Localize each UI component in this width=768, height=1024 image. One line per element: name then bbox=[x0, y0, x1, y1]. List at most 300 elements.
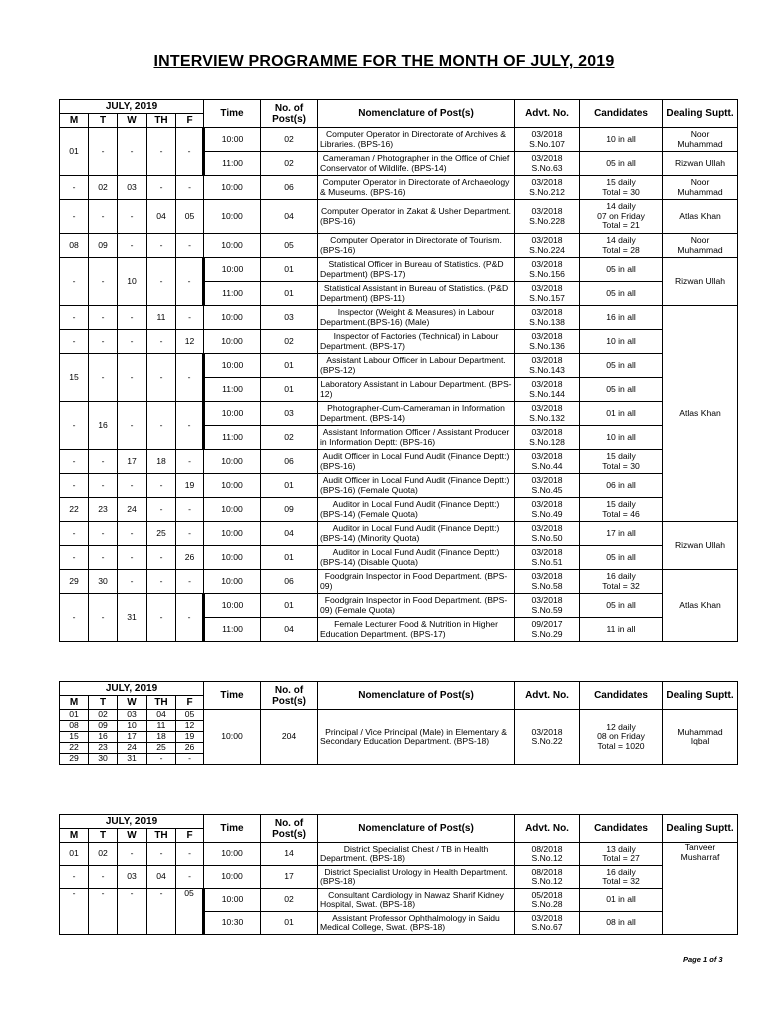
advt-line: 03/2018 bbox=[531, 331, 563, 341]
posts-header: No. of Post(s) bbox=[261, 682, 318, 710]
posts-cell: 02 bbox=[261, 128, 318, 152]
advt-line: 03/2018 bbox=[531, 259, 563, 269]
advt-line: S.No.59 bbox=[531, 604, 563, 615]
nomenclature-cell: Auditor in Local Fund Audit (Finance Deptt:) (BPS-14) (Female Quota) bbox=[318, 498, 515, 522]
candidates-line: 16 daily bbox=[606, 571, 636, 581]
posts-header: No. of Post(s) bbox=[261, 100, 318, 128]
day-cell: - bbox=[147, 843, 176, 866]
day-cell: - bbox=[147, 402, 176, 450]
advt-cell bbox=[515, 498, 580, 522]
candidates-line: 14 daily bbox=[606, 235, 636, 245]
nomenclature-cell: Audit Officer in Local Fund Audit (Finance Deptt:) (BPS-16) (Female Quota) bbox=[318, 474, 515, 498]
advt-line: 03/2018 bbox=[531, 129, 563, 139]
day-cell: - bbox=[118, 200, 147, 234]
day-cell: - bbox=[147, 330, 176, 354]
day-cell: - bbox=[60, 306, 89, 330]
nomenclature-cell: Auditor in Local Fund Audit (Finance Deptt:) (BPS-14) (Disable Quota) bbox=[318, 546, 515, 570]
day-cell: - bbox=[176, 570, 204, 594]
advt-cell bbox=[515, 570, 580, 594]
posts-cell: 14 bbox=[261, 843, 318, 866]
nomenclature-cell: District Specialist Chest / TB in Health Department. (BPS-18) bbox=[318, 843, 515, 866]
dealing-line: Muhammad bbox=[677, 186, 723, 197]
time-cell: 10:00 bbox=[204, 843, 261, 866]
advt-cell bbox=[515, 843, 580, 866]
advt-line: S.No.44 bbox=[531, 460, 563, 471]
dealing-header: Dealing Suptt. bbox=[663, 815, 738, 843]
day-cell: 12 bbox=[176, 330, 204, 354]
day-cell: 17 bbox=[118, 450, 147, 474]
day-cell: 25 bbox=[147, 743, 176, 754]
dealing-line: Atlas Khan bbox=[679, 407, 721, 418]
dealing-cell bbox=[663, 710, 738, 765]
day-cell: 29 bbox=[60, 754, 89, 765]
time-cell: 10:00 bbox=[204, 594, 261, 618]
posts-cell: 01 bbox=[261, 474, 318, 498]
month-header: JULY, 2019 bbox=[60, 815, 204, 829]
advt-line: 03/2018 bbox=[531, 912, 563, 923]
nomenclature-cell: Audit Officer in Local Fund Audit (Finance Deptt:) (BPS-16) bbox=[318, 450, 515, 474]
time-cell: 11:00 bbox=[204, 618, 261, 642]
day-cell: - bbox=[118, 234, 147, 258]
nomenclature-cell: Assistant Professor Ophthalmology in Saidu Medical College, Swat. (BPS-18) bbox=[318, 912, 515, 935]
day-cell: 26 bbox=[176, 743, 204, 754]
time-cell: 10:00 bbox=[204, 866, 261, 889]
candidates-line: 05 in all bbox=[606, 551, 636, 562]
candidates-line: Total = 32 bbox=[602, 876, 640, 886]
day-cell: 31 bbox=[118, 754, 147, 765]
day-cell: - bbox=[176, 866, 204, 889]
day-cell: - bbox=[176, 522, 204, 546]
advt-cell bbox=[515, 450, 580, 474]
candidates-cell bbox=[580, 912, 663, 935]
day-cell: 30 bbox=[89, 570, 118, 594]
day-cell: - bbox=[176, 306, 204, 330]
day-cell: - bbox=[118, 889, 147, 935]
advt-cell bbox=[515, 426, 580, 450]
day-cell: - bbox=[176, 258, 204, 306]
posts-cell: 02 bbox=[261, 426, 318, 450]
posts-cell: 04 bbox=[261, 618, 318, 642]
candidates-line: Total = 30 bbox=[602, 186, 640, 197]
time-cell: 10:00 bbox=[204, 710, 261, 765]
candidates-line: 05 in all bbox=[606, 157, 636, 168]
candidates-line: 15 daily bbox=[606, 499, 636, 509]
candidates-cell bbox=[580, 200, 663, 234]
dealing-header: Dealing Suptt. bbox=[663, 100, 738, 128]
posts-cell: 03 bbox=[261, 402, 318, 426]
day-cell: - bbox=[60, 866, 89, 889]
advt-line: S.No.29 bbox=[531, 628, 563, 639]
posts-cell: 01 bbox=[261, 378, 318, 402]
day-cell: - bbox=[89, 258, 118, 306]
posts-cell: 02 bbox=[261, 330, 318, 354]
day-cell: 09 bbox=[89, 234, 118, 258]
dealing-line: Noor bbox=[690, 177, 710, 187]
candidates-cell bbox=[580, 594, 663, 618]
posts-cell: 17 bbox=[261, 866, 318, 889]
advt-line: S.No.128 bbox=[529, 436, 565, 447]
day-cell: - bbox=[89, 330, 118, 354]
day-cell: - bbox=[89, 866, 118, 889]
advt-line: S.No.51 bbox=[531, 556, 563, 567]
dealing-cell bbox=[663, 200, 738, 234]
advt-line: 03/2018 bbox=[531, 523, 563, 533]
nomenclature-cell: Statistical Officer in Bureau of Statistics. (P&D Department) (BPS-17) bbox=[318, 258, 515, 282]
time-cell: 10:00 bbox=[204, 546, 261, 570]
nomenclature-cell: Cameraman / Photographer in the Office of Chief Conservator of Wildlife. (BPS-14) bbox=[318, 152, 515, 176]
time-cell: 10:00 bbox=[204, 402, 261, 426]
advt-line: 03/2018 bbox=[531, 379, 563, 389]
advt-line: S.No.12 bbox=[531, 853, 563, 863]
advt-line: S.No.49 bbox=[531, 508, 563, 519]
dealing-cell bbox=[663, 570, 738, 642]
candidates-cell bbox=[580, 522, 663, 546]
day-cell: 02 bbox=[89, 843, 118, 866]
time-cell: 11:00 bbox=[204, 378, 261, 402]
day-cell: - bbox=[89, 546, 118, 570]
advt-line: S.No.63 bbox=[531, 162, 563, 173]
day-cell: - bbox=[89, 522, 118, 546]
day-cell: 23 bbox=[89, 498, 118, 522]
day-cell: - bbox=[118, 330, 147, 354]
advt-cell bbox=[515, 330, 580, 354]
day-cell: - bbox=[89, 474, 118, 498]
candidates-cell bbox=[580, 570, 663, 594]
day-cell: - bbox=[176, 450, 204, 474]
nomenclature-cell: Computer Operator in Directorate of Tourism. (BPS-16) bbox=[318, 234, 515, 258]
advt-cell bbox=[515, 152, 580, 176]
day-cell: 16 bbox=[89, 732, 118, 743]
day-cell: - bbox=[147, 128, 176, 176]
nomenclature-cell: Principal / Vice Principal (Male) in Elementary & Secondary Education Department. (BPS-18) bbox=[318, 710, 515, 765]
advt-cell bbox=[515, 282, 580, 306]
posts-cell: 02 bbox=[261, 152, 318, 176]
schedule-row bbox=[60, 474, 738, 498]
advt-line: S.No.107 bbox=[529, 138, 565, 149]
time-cell: 10:00 bbox=[204, 234, 261, 258]
advt-line: 03/2018 bbox=[531, 451, 563, 461]
day-cell: - bbox=[118, 474, 147, 498]
advt-line: S.No.224 bbox=[529, 244, 565, 255]
candidates-cell bbox=[580, 378, 663, 402]
day-cell: - bbox=[89, 128, 118, 176]
dealing-line: Muhammad bbox=[677, 138, 723, 149]
posts-cell: 05 bbox=[261, 234, 318, 258]
advt-line: 03/2018 bbox=[531, 475, 563, 485]
day-header: M bbox=[60, 829, 89, 843]
time-cell: 10:00 bbox=[204, 176, 261, 200]
candidates-line: 16 in all bbox=[606, 311, 636, 322]
time-cell: 10:00 bbox=[204, 522, 261, 546]
day-cell: 03 bbox=[118, 176, 147, 200]
candidates-cell bbox=[580, 176, 663, 200]
advt-line: 08/2018 bbox=[531, 866, 563, 877]
day-cell: - bbox=[176, 594, 204, 642]
day-header: W bbox=[118, 696, 147, 710]
day-cell: - bbox=[147, 594, 176, 642]
candidates-line: 05 in all bbox=[606, 383, 636, 394]
time-cell: 11:00 bbox=[204, 282, 261, 306]
candidates-header: Candidates bbox=[580, 815, 663, 843]
dealing-line: Tanveer bbox=[684, 842, 716, 852]
nomenclature-cell: Consultant Cardiology in Nawaz Sharif Kidney Hospital, Swat. (BPS-18) bbox=[318, 889, 515, 912]
dealing-line: Rizwan Ullah bbox=[674, 539, 726, 550]
posts-cell: 04 bbox=[261, 200, 318, 234]
day-header: TH bbox=[147, 114, 176, 128]
advt-header: Advt. No. bbox=[515, 100, 580, 128]
advt-line: S.No.12 bbox=[531, 876, 563, 886]
schedule-row bbox=[60, 843, 738, 866]
candidates-line: 08 in all bbox=[606, 917, 636, 928]
advt-cell bbox=[515, 912, 580, 935]
advt-line: 03/2018 bbox=[531, 427, 563, 437]
advt-line: 03/2018 bbox=[531, 499, 563, 509]
time-cell: 10:00 bbox=[204, 889, 261, 912]
advt-cell bbox=[515, 234, 580, 258]
day-cell: - bbox=[176, 498, 204, 522]
interview-table-2 bbox=[59, 681, 738, 765]
advt-line: 03/2018 bbox=[531, 153, 563, 163]
candidates-cell bbox=[580, 546, 663, 570]
candidates-cell bbox=[580, 258, 663, 282]
day-header: TH bbox=[147, 829, 176, 843]
candidates-cell bbox=[580, 866, 663, 889]
time-cell: 10:00 bbox=[204, 200, 261, 234]
interview-table-1 bbox=[59, 99, 738, 642]
day-cell: - bbox=[60, 450, 89, 474]
candidates-cell bbox=[580, 152, 663, 176]
day-cell: - bbox=[60, 200, 89, 234]
advt-cell bbox=[515, 306, 580, 330]
day-cell: - bbox=[89, 594, 118, 642]
advt-line: 09/2017 bbox=[531, 619, 563, 629]
posts-cell: 204 bbox=[261, 710, 318, 765]
day-cell: 01 bbox=[60, 843, 89, 866]
time-cell: 10:00 bbox=[204, 450, 261, 474]
day-header: F bbox=[176, 114, 204, 128]
day-cell: 04 bbox=[147, 200, 176, 234]
candidates-line: Total = 30 bbox=[602, 460, 640, 471]
nomenclature-cell: Assistant Information Officer / Assistant Producer in Information Deptt: (BPS-16) bbox=[318, 426, 515, 450]
candidates-cell bbox=[580, 354, 663, 378]
time-cell: 10:00 bbox=[204, 570, 261, 594]
day-cell: - bbox=[60, 402, 89, 450]
schedule-row bbox=[60, 200, 738, 234]
day-cell: 01 bbox=[60, 128, 89, 176]
day-cell: 05 bbox=[176, 200, 204, 234]
day-cell: - bbox=[118, 306, 147, 330]
day-cell: - bbox=[147, 234, 176, 258]
posts-cell: 04 bbox=[261, 522, 318, 546]
day-cell: - bbox=[147, 474, 176, 498]
nomenclature-cell: Female Lecturer Food & Nutrition in Higher Education Department. (BPS-17) bbox=[318, 618, 515, 642]
candidates-line: 08 on Friday bbox=[597, 731, 645, 742]
nomenclature-cell: Foodgrain Inspector in Food Department. (BPS-09) (Female Quota) bbox=[318, 594, 515, 618]
time-cell: 10:00 bbox=[204, 330, 261, 354]
candidates-line: Total = 28 bbox=[602, 244, 640, 255]
page-title: INTERVIEW PROGRAMME FOR THE MONTH OF JULY, 2019 bbox=[153, 53, 615, 70]
advt-line: 03/2018 bbox=[531, 307, 563, 317]
day-header: M bbox=[60, 696, 89, 710]
candidates-line: 15 daily bbox=[606, 177, 636, 187]
day-cell: 15 bbox=[60, 732, 89, 743]
posts-cell: 01 bbox=[261, 354, 318, 378]
dealing-line: Rizwan Ullah bbox=[674, 157, 726, 168]
dealing-line: Atlas Khan bbox=[679, 210, 721, 221]
advt-cell bbox=[515, 176, 580, 200]
dealing-cell bbox=[663, 258, 738, 306]
day-cell: - bbox=[147, 754, 176, 765]
day-cell: 03 bbox=[118, 866, 147, 889]
candidates-cell bbox=[580, 330, 663, 354]
schedule-row bbox=[60, 306, 738, 330]
interview-table-3 bbox=[59, 814, 738, 935]
nomenclature-cell: Laboratory Assistant in Labour Department. (BPS-12) bbox=[318, 378, 515, 402]
day-cell: 18 bbox=[147, 732, 176, 743]
day-cell: - bbox=[60, 594, 89, 642]
day-cell: - bbox=[176, 843, 204, 866]
nomenclature-cell: Computer Operator in Directorate of Archaeology & Museums. (BPS-16) bbox=[318, 176, 515, 200]
day-cell: 30 bbox=[89, 754, 118, 765]
advt-cell bbox=[515, 474, 580, 498]
candidates-line: 05 in all bbox=[606, 263, 636, 274]
day-cell: 11 bbox=[147, 721, 176, 732]
posts-header: No. of Post(s) bbox=[261, 815, 318, 843]
advt-line: S.No.28 bbox=[531, 899, 563, 909]
posts-cell: 06 bbox=[261, 450, 318, 474]
advt-line: S.No.157 bbox=[529, 292, 565, 303]
dealing-line: Iqbal bbox=[690, 736, 710, 746]
dealing-cell bbox=[663, 176, 738, 200]
advt-line: 03/2018 bbox=[531, 355, 563, 365]
advt-line: 03/2018 bbox=[531, 177, 563, 187]
nomenclature-cell: Assistant Labour Officer in Labour Department. (BPS-12) bbox=[318, 354, 515, 378]
time-cell: 10:00 bbox=[204, 258, 261, 282]
time-cell: 11:00 bbox=[204, 152, 261, 176]
candidates-cell bbox=[580, 618, 663, 642]
posts-cell: 01 bbox=[261, 594, 318, 618]
day-cell: - bbox=[147, 176, 176, 200]
nomenclature-cell: District Specialist Urology in Health Department. (BPS-18) bbox=[318, 866, 515, 889]
nomenclature-header: Nomenclature of Post(s) bbox=[318, 815, 515, 843]
nomenclature-cell: Photographer-Cum-Cameraman in Information Department. (BPS-14) bbox=[318, 402, 515, 426]
time-cell: 10:30 bbox=[204, 912, 261, 935]
day-header: F bbox=[176, 829, 204, 843]
nomenclature-header: Nomenclature of Post(s) bbox=[318, 682, 515, 710]
schedule-row bbox=[60, 570, 738, 594]
nomenclature-cell: Computer Operator in Zakat & Usher Department. (BPS-16) bbox=[318, 200, 515, 234]
day-cell: - bbox=[176, 234, 204, 258]
day-cell: - bbox=[118, 128, 147, 176]
time-header: Time bbox=[204, 815, 261, 843]
candidates-line: 13 daily bbox=[606, 843, 636, 854]
schedule-row bbox=[60, 450, 738, 474]
day-cell: 26 bbox=[176, 546, 204, 570]
advt-line: S.No.228 bbox=[529, 215, 565, 226]
candidates-cell bbox=[580, 889, 663, 912]
dealing-line: Noor bbox=[690, 129, 710, 139]
candidates-cell bbox=[580, 128, 663, 152]
day-cell: 17 bbox=[118, 732, 147, 743]
schedule-row bbox=[60, 402, 738, 426]
day-cell: - bbox=[118, 570, 147, 594]
advt-line: 03/2018 bbox=[531, 595, 563, 605]
dealing-line: Muhammad bbox=[677, 726, 723, 737]
candidates-line: 16 daily bbox=[606, 866, 636, 877]
day-header: T bbox=[89, 829, 118, 843]
schedule-row bbox=[60, 176, 738, 200]
day-cell: 18 bbox=[147, 450, 176, 474]
advt-line: S.No.136 bbox=[529, 340, 565, 351]
day-cell: - bbox=[60, 330, 89, 354]
advt-line: 03/2018 bbox=[531, 571, 563, 581]
day-cell: - bbox=[176, 176, 204, 200]
schedule-row bbox=[60, 546, 738, 570]
time-header: Time bbox=[204, 100, 261, 128]
day-cell: 22 bbox=[60, 743, 89, 754]
day-cell: - bbox=[147, 889, 176, 935]
day-cell: - bbox=[89, 889, 118, 935]
advt-header: Advt. No. bbox=[515, 682, 580, 710]
day-cell: - bbox=[60, 522, 89, 546]
day-header: TH bbox=[147, 696, 176, 710]
month-header: JULY, 2019 bbox=[60, 100, 204, 114]
candidates-line: 17 in all bbox=[606, 527, 636, 538]
advt-line: S.No.143 bbox=[529, 364, 565, 375]
dealing-cell bbox=[663, 843, 738, 935]
posts-cell: 02 bbox=[261, 889, 318, 912]
nomenclature-cell: Inspector (Weight & Measures) in Labour Department.(BPS-16) (Male) bbox=[318, 306, 515, 330]
candidates-cell bbox=[580, 710, 663, 765]
advt-line: S.No.212 bbox=[529, 186, 565, 197]
advt-line: 03/2018 bbox=[531, 726, 563, 737]
day-header: W bbox=[118, 114, 147, 128]
day-cell: 23 bbox=[89, 743, 118, 754]
day-header: T bbox=[89, 696, 118, 710]
schedule-row bbox=[60, 258, 738, 282]
dealing-line: Rizwan Ullah bbox=[674, 275, 726, 286]
schedule-row bbox=[60, 710, 738, 721]
day-cell: 11 bbox=[147, 306, 176, 330]
advt-header: Advt. No. bbox=[515, 815, 580, 843]
time-cell: 10:00 bbox=[204, 498, 261, 522]
candidates-line: 14 daily bbox=[606, 201, 636, 212]
day-cell: - bbox=[147, 354, 176, 402]
candidates-line: 10 in all bbox=[606, 431, 636, 442]
posts-cell: 01 bbox=[261, 282, 318, 306]
candidates-line: 07 on Friday bbox=[597, 210, 645, 221]
candidates-line: Total = 46 bbox=[602, 508, 640, 519]
day-cell: - bbox=[147, 498, 176, 522]
advt-cell bbox=[515, 710, 580, 765]
advt-line: 05/2018 bbox=[531, 889, 563, 900]
advt-line: S.No.22 bbox=[531, 736, 563, 746]
advt-line: 03/2018 bbox=[531, 206, 563, 216]
dealing-line: Musharraf bbox=[680, 851, 720, 862]
day-cell: 01 bbox=[60, 710, 89, 721]
dealing-cell bbox=[663, 152, 738, 176]
day-cell: 15 bbox=[60, 354, 89, 402]
posts-cell: 01 bbox=[261, 912, 318, 935]
day-cell: - bbox=[147, 570, 176, 594]
day-cell: 24 bbox=[118, 743, 147, 754]
day-cell: 31 bbox=[118, 594, 147, 642]
advt-line: 03/2018 bbox=[531, 283, 563, 293]
advt-cell bbox=[515, 866, 580, 889]
day-cell: 05 bbox=[176, 710, 204, 721]
advt-line: S.No.156 bbox=[529, 268, 565, 279]
time-cell: 10:00 bbox=[204, 474, 261, 498]
